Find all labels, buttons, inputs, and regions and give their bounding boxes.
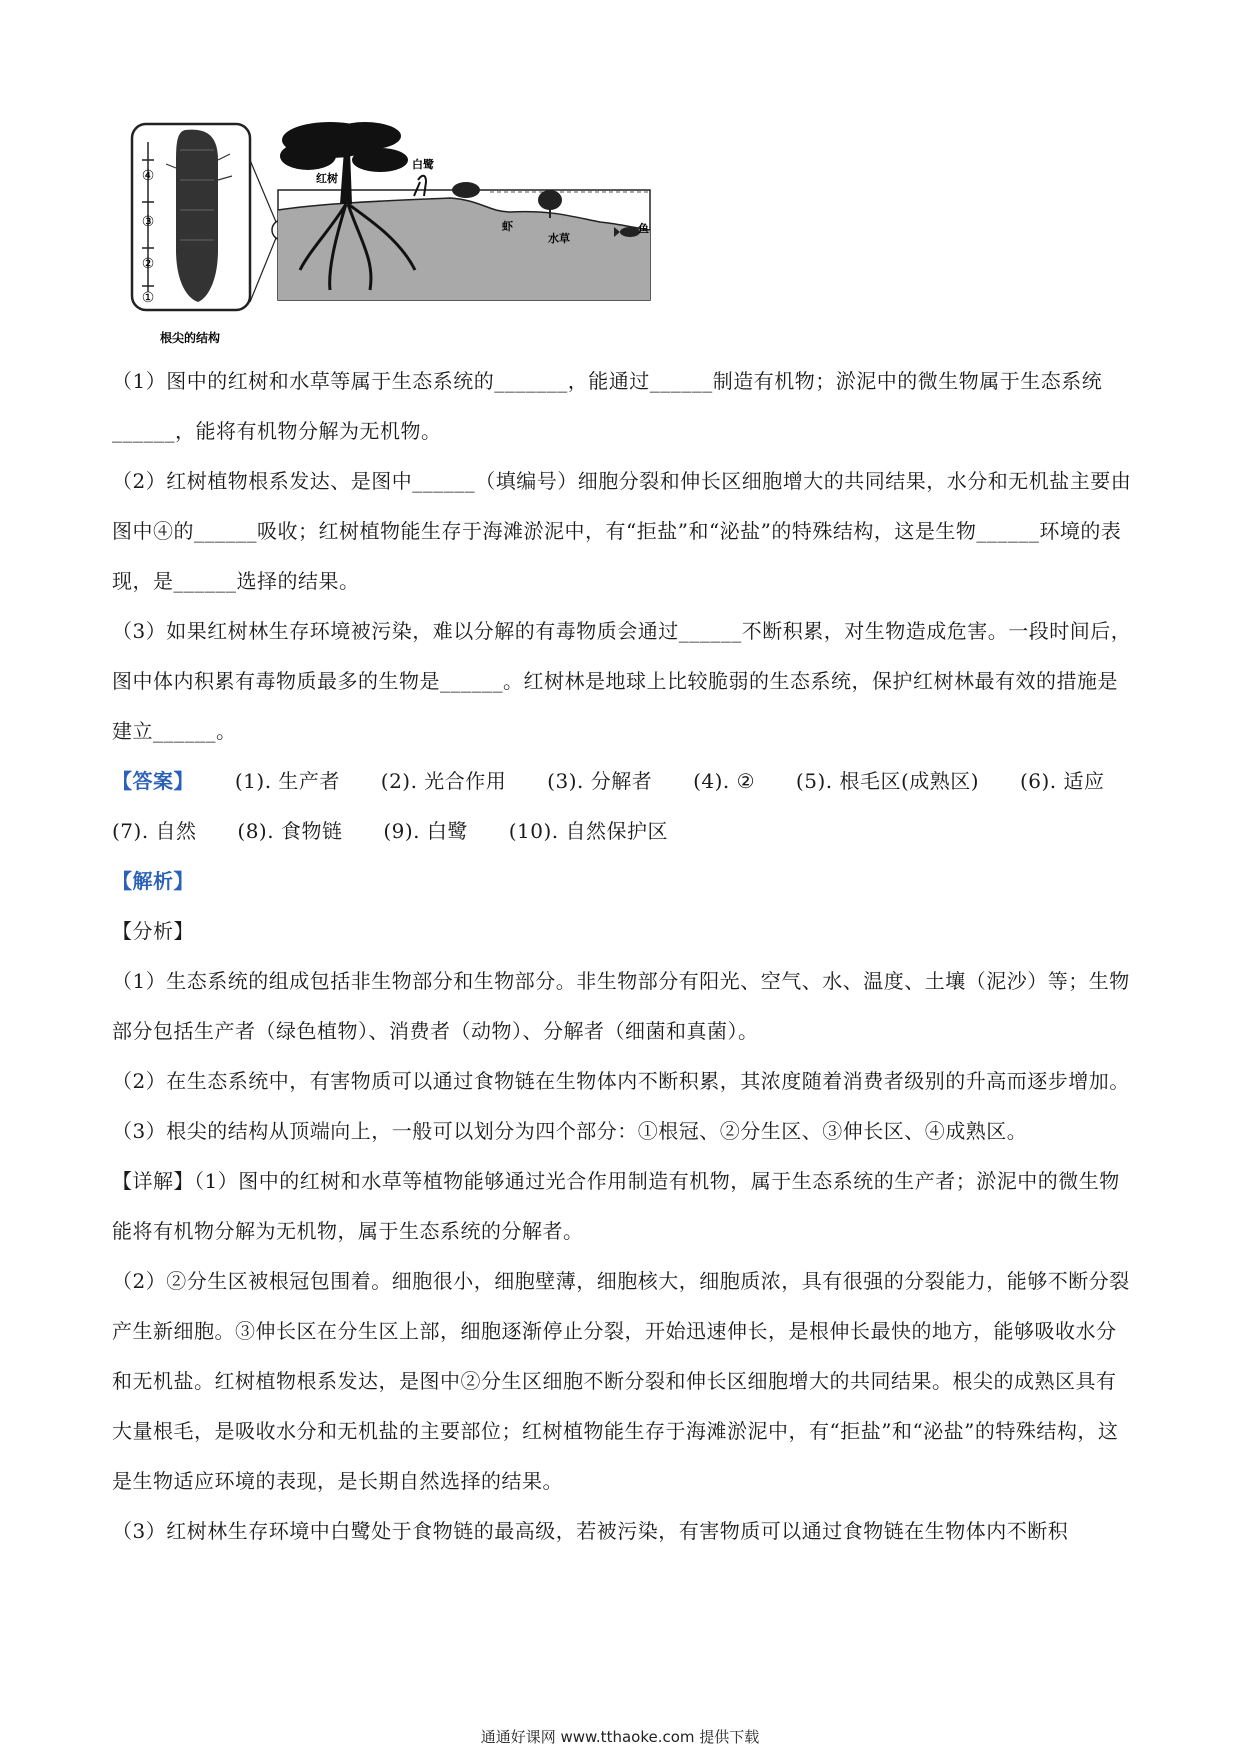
landscape-scene [278,122,650,300]
answer-item: (4). ② [693,769,756,793]
marker-3: ③ [141,214,155,230]
answer-item: (2). 光合作用 [380,769,507,793]
analysis-heading [112,856,1132,906]
question-2: （2）红树植物根系发达、是图中______（填编号）细胞分裂和伸长区细胞增大的共同结果，水分和无机盐主要由图中④的______吸收；红树植物能生存于海滩淤泥中，有“拒盐”和“泌盐”的特殊结构，这是生物______环境的表现，是______选择的结果。 [112,469,1132,593]
answer-item: (9). 白鹭 [383,819,468,843]
question-1: （1）图中的红树和水草等属于生态系统的_______，能通过______制造有机物；淤泥中的微生物属于生态系统______，能将有机物分解为无机物。 [112,369,1103,443]
document-body [112,356,1132,1556]
jiexi-label: 【解析】 [112,869,194,893]
label-shrimp: 虾 [502,220,513,233]
root-tip-caption: 根尖的结构 [160,331,221,345]
answer-item: (3). 分解者 [547,769,653,793]
answer-block [112,756,1132,856]
answer-label: 【答案】 [112,769,194,793]
xiangjie-paragraph: （2）②分生区被根冠包围着。细胞很小，细胞壁薄，细胞核大，细胞质浓，具有很强的分裂能力，能够不断分裂产生新细胞。③伸长区在分生区上部，细胞逐渐停止分裂，开始迅速伸长，是根伸长最快的地方，能够吸收水分和无机盐。红树植物根系发达，是图中②分生区细胞不断分裂和伸长区细胞增大的共同结果。根尖的成熟区具有大量根毛，是吸收水分和无机盐的主要部位；红树植物能生存于海滩淤泥中，有“拒盐”和“泌盐”的特殊结构，这是生物适应环境的表现，是长期自然选择的结果。 [112,1269,1130,1493]
answer-item: (8). 食物链 [237,819,343,843]
marker-2: ② [141,256,155,272]
answer-item: (5). 根毛区(成熟区) [795,769,980,793]
fenxi-paragraph: （3）根尖的结构从顶端向上，一般可以划分为四个部分：①根冠、②分生区、③伸长区、④成熟区。 [112,1119,1028,1143]
fenxi-paragraph: （1）生态系统的组成包括非生物部分和生物部分。非生物部分有阳光、空气、水、温度、土壤（泥沙）等；生物部分包括生产者（绿色植物）、消费者（动物）、分解者（细菌和真菌）。 [112,969,1130,1043]
fenxi-heading: 【分析】 [112,919,194,943]
fenxi-paragraph: （2）在生态系统中，有害物质可以通过食物链在生物体内不断积累，其浓度随着消费者级别的升高而逐步增加。 [112,1069,1130,1093]
page-footer: 通通好课网 www.tthaoke.com 提供下载 [480,1728,760,1746]
answer-item: (10). 自然保护区 [508,819,668,843]
xiangjie-label: 【详解】 [112,1169,194,1193]
label-fish: 鱼 [638,222,649,235]
label-egret: 白鹭 [412,158,434,171]
mangrove-ecosystem-figure [130,120,740,350]
root-tip-diagram [132,124,250,310]
marker-1: ① [141,290,155,306]
xiangjie-text: （1）图中的红树和水草等植物能够通过光合作用制造有机物，属于生态系统的生产者；淤泥中的微生物能将有机物分解为无机物，属于生态系统的分解者。 [112,1169,1120,1243]
xiangjie-paragraph [112,1156,1132,1256]
marker-4: ④ [141,168,155,184]
question-3: （3）如果红树林生存环境被污染，难以分解的有毒物质会通过______不断积累，对生物造成危害。一段时间后，图中体内积累有毒物质最多的生物是______。红树林是地球上比较脆弱的生态系统，保护红树林最有效的措施是建立______。 [112,619,1132,743]
answer-item: (6). 适应 [1019,769,1105,793]
label-mangrove: 红树 [316,172,338,185]
xiangjie-paragraph: （3）红树林生存环境中白鹭处于食物链的最高级，若被污染，有害物质可以通过食物链在生物体内不断积 [112,1519,1069,1543]
label-grass: 水草 [548,232,570,245]
answer-item: (7). 自然 [112,819,197,843]
answer-item: (1). 生产者 [234,769,340,793]
